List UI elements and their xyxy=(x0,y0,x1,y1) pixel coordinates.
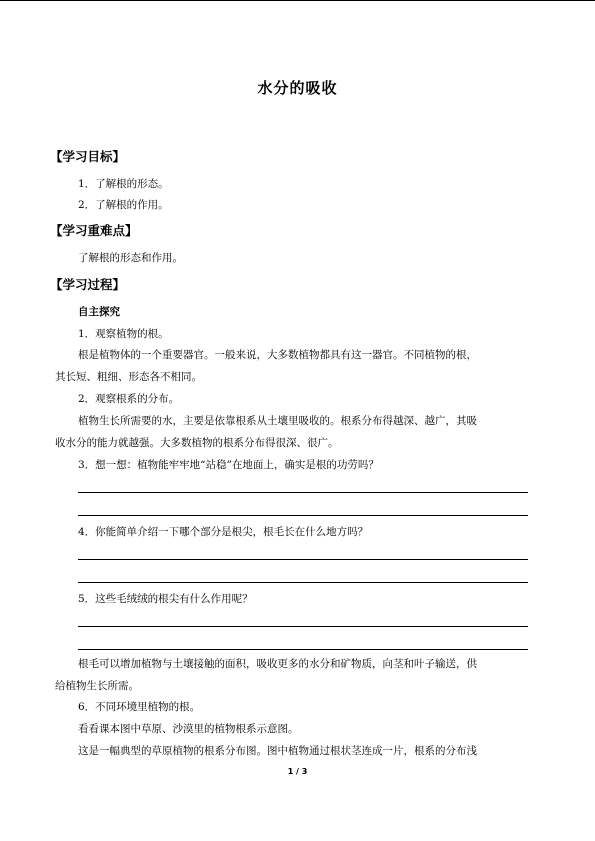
top-border-rule xyxy=(0,0,595,1)
item6-paragraph-2: 这是一幅典型的草原植物的根系分布图。图中植物通过根状茎连成一片，根系的分布浅 xyxy=(78,745,477,757)
item1-paragraph-line1: 根是植物体的一个重要器官。一般来说，大多数植物都具有这一器官。不同植物的根， xyxy=(78,349,477,361)
answer-blank-line[interactable] xyxy=(78,626,528,627)
answer-blank-line[interactable] xyxy=(78,559,528,560)
root-hair-answer-line1: 根毛可以增加植物与土壤接触的面积，吸收更多的水分和矿物质，向茎和叶子输送，供 xyxy=(78,658,477,670)
item1-paragraph-line2: 其长短、粗细、形态各不相同。 xyxy=(55,371,202,383)
key-points-heading: 【学习重难点】 xyxy=(50,223,138,238)
item6-paragraph-1: 看看课本图中草原、沙漠里的植物根系示意图。 xyxy=(78,723,299,735)
answer-blank-line[interactable] xyxy=(78,515,528,516)
goals-heading: 【学习目标】 xyxy=(50,149,126,164)
item2-paragraph-line2: 收水分的能力就越强。大多数植物的根系分布得很深、很广。 xyxy=(55,437,339,449)
page-title: 水分的吸收 xyxy=(257,79,338,97)
goal-item-1: 1．了解根的形态。 xyxy=(78,178,169,190)
answer-blank-line[interactable] xyxy=(78,649,528,650)
page-number: 1 / 3 xyxy=(287,767,308,776)
item2-title: 2．观察根系的分布。 xyxy=(78,393,180,405)
key-points-text: 了解根的形态和作用。 xyxy=(78,252,183,264)
self-exploration-subheading: 自主探究 xyxy=(78,306,120,318)
answer-blank-line[interactable] xyxy=(78,492,528,493)
answer-blank-line[interactable] xyxy=(78,582,528,583)
goal-item-2: 2．了解根的作用。 xyxy=(78,199,169,211)
item1-title: 1．观察植物的根。 xyxy=(78,328,169,340)
question-3: 3．想一想：植物能牢牢地“站稳”在地面上，确实是根的功劳吗？ xyxy=(78,459,379,471)
process-heading: 【学习过程】 xyxy=(50,277,126,292)
root-hair-answer-line2: 给植物生长所需。 xyxy=(55,680,139,692)
item2-paragraph-line1: 植物生长所需要的水，主要是依靠根系从土壤里吸收的。根系分布得越深、越广，其吸 xyxy=(78,415,477,427)
question-4: 4．你能简单介绍一下哪个部分是根尖，根毛长在什么地方吗？ xyxy=(78,526,369,538)
item6-title: 6．不同环境里植物的根。 xyxy=(78,701,201,713)
question-5: 5．这些毛绒绒的根尖有什么作用呢？ xyxy=(78,593,253,605)
